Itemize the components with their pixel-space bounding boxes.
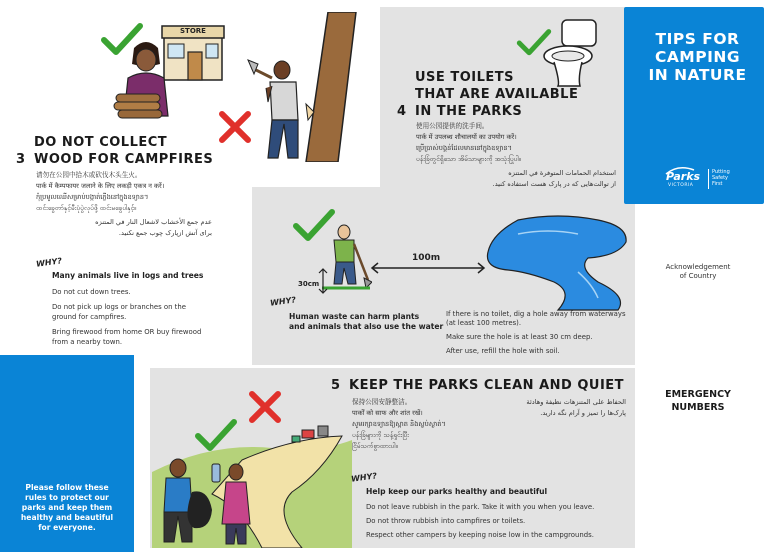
list-item: Make sure the hole is at least 30 cm deep. <box>446 333 593 341</box>
section3-heading: 3DO NOT COLLECT WOOD FOR CAMPFIRES <box>16 135 214 167</box>
river-illustration <box>478 212 628 312</box>
list-item: Bring firewood from home OR buy firewood from a nearby town. <box>52 328 202 346</box>
store-sign: STORE <box>180 27 206 35</box>
section5-bullets <box>366 503 626 545</box>
section4-heading: 4USE TOILETS THAT ARE AVAILABLE IN THE PARKS <box>397 70 579 119</box>
list-item: Do not pick up logs or branches on the ground for campfires. <box>52 303 186 321</box>
list-item: Respect other campers by keeping noise low in the campgrounds. <box>366 531 594 539</box>
emergency-numbers-heading: EMERGENCY NUMBERS <box>665 389 731 413</box>
section3-bullets <box>52 287 212 352</box>
list-item: If there is no toilet, dig a hole away from waterways (at least 100 metres). <box>446 310 626 327</box>
list-item: Do not throw rubbish into campfires or toilets. <box>366 517 526 525</box>
acknowledgement-of-country: Acknowledgement of Country <box>665 263 731 280</box>
list-item: Do not leave rubbish in the park. Take it with you when you leave. <box>366 503 595 511</box>
parks-victoria-logo: Parks VICTORIA Putting Safety First <box>666 169 730 188</box>
section4-why-label: WHY? <box>269 295 297 308</box>
section4-translations: 使用公园提供的洗手间。 पार्क में उपलब्ध शौचालयों का उपयोग करें। ប្រើប្រាស់បង្គន់ដែលមាននៅក្នុងឧទ្យាន។ ပန်းခြံတွင်ရှိသော အိမ်သာများကို အသုံးပြုပါ။ استخدام الحمامات المتوفرة في المتنزه از توالت‌هایی که در پارک هست استفاده کنید. <box>416 122 616 188</box>
distance-label: 100m <box>412 253 441 263</box>
section5-heading: 5 KEEP THE PARKS CLEAN AND QUIET <box>331 378 625 393</box>
list-item: After use, refill the hole with soil. <box>446 347 560 355</box>
protect-parks-note: Please follow these rules to protect our parks and keep them healthy and beautiful for everyone. <box>20 483 114 532</box>
section5-translations-right: الحفاظ على المتنزهات نظيفة وهادئة پارک‌ها را تمیز و آرام نگه دارید. <box>526 398 626 417</box>
depth-label: 30cm <box>298 280 320 288</box>
woman-carrying-firewood-illustration <box>112 38 182 128</box>
man-chopping-tree-illustration <box>244 12 364 162</box>
section5-why-label: WHY? <box>350 471 378 484</box>
distance-arrow-icon <box>370 262 486 274</box>
list-item: Do not cut down trees. <box>52 288 131 296</box>
section3-translations: 请勿在公园中拾木或砍伐木头生火。 पार्क में कैम्पफायर जलाने के लिए लकड़ी एकत्र न करें। កុំប្រមូលឈើសម្រាប់បង្កាត់ភ្លើងនៅក្នុងឧទ្យាន។ ထင်းခွေတာ်နှင့်မီးပုံပွဲလုပ်ဖို့ ထင်းမခွေပါနှင့်။ عدم جمع الأخشاب لاشعال النار في المتنزه برای آتش ازپارک چوب جمع نکنید. <box>36 171 212 237</box>
section4-bullets <box>446 310 626 361</box>
sidebar-title: TIPS FOR CAMPING IN NATURE <box>648 30 747 84</box>
section3-why-heading: Many animals live in logs and trees <box>52 271 204 280</box>
section4-why-heading: Human waste can harm plants and animals that also use the water <box>289 312 444 331</box>
depth-arrow-icon <box>318 268 328 294</box>
beach-cleanup-illustration <box>152 412 352 548</box>
section5-translations-left: 保持公园安静整洁。 पार्कों को साफ और शांत रखें। សូមរក្សាឧទ្យានឱ្យស្អាត និងស្ងប់ស្ងាត់។ ပန်းခြံများကို သန့်ရှင်းပြီး ငြိမ်သက်စွာထားပါ။ <box>352 398 446 450</box>
section5-why-heading: Help keep our parks healthy and beautiful <box>366 487 548 496</box>
section3-why-label: WHY? <box>35 256 63 269</box>
